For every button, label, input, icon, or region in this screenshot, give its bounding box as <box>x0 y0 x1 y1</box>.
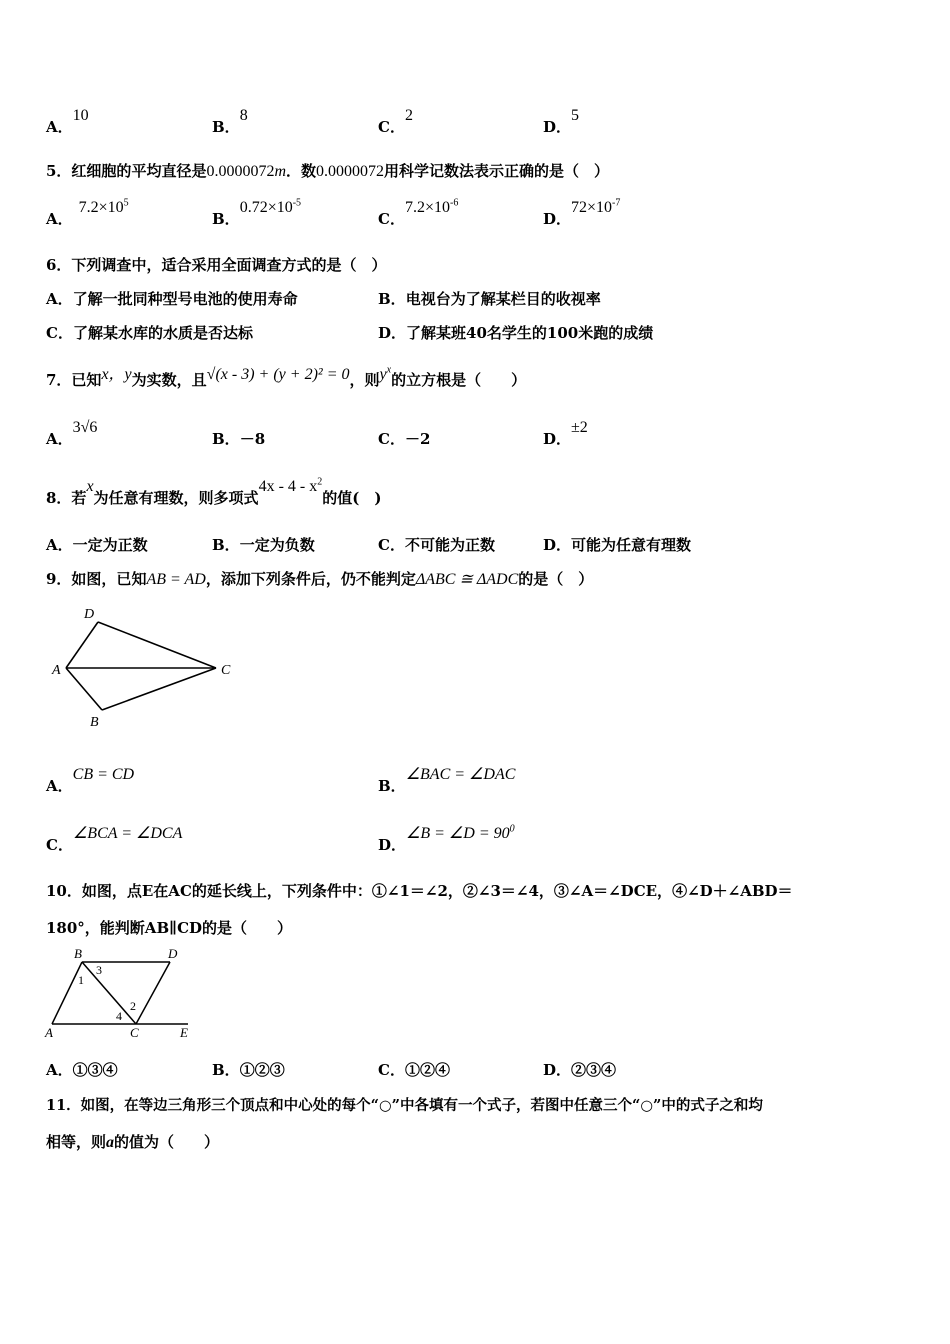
option-text: 了解某班40名学生的100米跑的成绩 <box>406 324 654 342</box>
q7-text-mid: 为实数，且 <box>131 371 207 389</box>
option-text: CB = CD <box>72 766 135 783</box>
q6-option-d <box>378 322 653 343</box>
option-text: ①②③ <box>239 1061 285 1079</box>
option-letter: B． <box>378 777 406 795</box>
q7-text-then: ，则 <box>349 371 380 389</box>
q5-number: 0.0000072 <box>206 163 275 180</box>
option-letter: C． <box>378 210 405 228</box>
q7-equation: √(x - 3) + (y + 2)² = 0 <box>206 366 350 383</box>
q7-option-c <box>378 428 430 449</box>
option-value: 5 <box>571 107 580 124</box>
q7-vars: x，y <box>101 366 132 383</box>
option-exponent: 0 <box>509 823 515 835</box>
option-letter: C． <box>46 836 73 854</box>
option-letter: C． <box>378 536 405 554</box>
q4-option-c <box>378 107 413 137</box>
option-exponent: 5 <box>123 197 129 209</box>
q9-question <box>46 568 906 589</box>
q8-option-a <box>46 534 148 555</box>
q8-question <box>46 476 906 508</box>
option-text: 了解一批同种型号电池的使用寿命 <box>72 290 298 308</box>
q9-option-d <box>378 823 515 855</box>
q11-var: a <box>106 1134 115 1151</box>
option-base: 7.2×10 <box>404 199 450 216</box>
q5-text-pre: 5．红细胞的平均直径是 <box>46 162 207 180</box>
q10-option-a <box>46 1059 118 1080</box>
q8-polynomial: 4x - 4 - x <box>258 478 318 495</box>
option-letter: B． <box>378 290 406 308</box>
option-letter: B． <box>212 1061 240 1079</box>
q8-polynomial-exponent: 2 <box>317 476 323 488</box>
segment-ab <box>52 962 82 1024</box>
option-base: 72×10 <box>571 199 613 216</box>
option-text: 3√6 <box>72 419 98 436</box>
option-letter: D． <box>378 836 407 854</box>
option-text: －2 <box>404 430 431 448</box>
option-text: 不可能为正数 <box>404 536 495 554</box>
q9-claim: ΔABC ≅ ΔADC <box>415 571 519 588</box>
segment-dc <box>136 962 170 1024</box>
option-base: 7.2×10 <box>78 199 124 216</box>
label-d: D <box>168 946 178 961</box>
option-letter: D． <box>378 324 407 342</box>
option-text: ∠BCA = ∠DCA <box>72 825 183 842</box>
q4-option-a <box>46 107 89 137</box>
option-exponent: -5 <box>292 197 302 209</box>
segment-ab <box>66 668 102 710</box>
option-letter: C． <box>378 118 405 136</box>
label-b: B <box>90 715 99 730</box>
label-a: A <box>45 1025 53 1040</box>
label-a: A <box>52 663 61 678</box>
q7-text-post: 的立方根是（ ） <box>391 371 527 389</box>
option-letter: B． <box>212 430 240 448</box>
q7-option-b <box>212 428 265 449</box>
option-text: ①②④ <box>404 1061 450 1079</box>
option-text: 了解某水库的水质是否达标 <box>72 324 253 342</box>
q8-option-d <box>543 534 691 555</box>
q9-text-pre: 9．如图，已知 <box>46 570 147 588</box>
option-letter: B． <box>212 118 240 136</box>
q5-number-2: 0.0000072 <box>316 163 385 180</box>
option-text: ∠B = ∠D = 90 <box>406 825 510 842</box>
option-text: 一定为负数 <box>239 536 315 554</box>
option-text: －8 <box>239 430 266 448</box>
q8-option-b <box>212 534 315 555</box>
q11-text-pre: 相等，则 <box>46 1133 107 1151</box>
q9-option-b <box>378 766 516 796</box>
q10-option-b <box>212 1059 285 1080</box>
option-value: 8 <box>239 107 248 124</box>
q8-text-mid: 为任意有理数，则多项式 <box>93 489 259 507</box>
option-letter: C． <box>378 430 405 448</box>
q11-text-post: 的值为（ ） <box>114 1133 220 1151</box>
option-letter: A． <box>46 777 73 795</box>
label-c: C <box>221 663 231 678</box>
q11-question-line-2 <box>46 1131 906 1152</box>
segment-ad <box>66 622 98 668</box>
q6-option-b <box>378 288 601 309</box>
q9-option-a <box>46 766 135 796</box>
option-exponent: -6 <box>449 197 459 209</box>
angle-label-1: 1 <box>78 973 84 987</box>
q11-question-line-1: 11．如图，在等边三角形三个顶点和中心处的每个“○”中各填有一个式子，若图中任意三个“○”中的式子之和均 <box>46 1097 763 1114</box>
q7-text-pre: 7．已知 <box>46 371 102 389</box>
q9-given: AB = AD <box>146 571 206 588</box>
q9-option-c <box>46 825 183 855</box>
option-letter: C． <box>46 324 73 342</box>
q5-unit: m <box>274 163 287 180</box>
option-letter: D． <box>543 1061 572 1079</box>
q10-figure <box>44 944 194 1040</box>
q6-question: 6．下列调查中，适合采用全面调查方式的是（ ） <box>46 256 387 274</box>
option-text: ①③④ <box>72 1061 118 1079</box>
option-text: 可能为任意有理数 <box>571 536 692 554</box>
q8-text-post: 的值( ) <box>322 489 382 507</box>
option-letter: D． <box>543 118 572 136</box>
option-letter: A． <box>46 1061 73 1079</box>
q5-text-post: 用科学记数法表示正确的是（ ） <box>384 162 610 180</box>
segment-bc <box>82 962 136 1024</box>
option-letter: C． <box>378 1061 405 1079</box>
option-value: 10 <box>72 107 89 124</box>
option-letter: B． <box>212 210 240 228</box>
option-letter: D． <box>543 210 572 228</box>
label-c: C <box>130 1025 139 1040</box>
option-text: 一定为正数 <box>72 536 148 554</box>
q7-power-exponent: x <box>386 364 392 376</box>
option-exponent: -7 <box>612 197 621 209</box>
option-text: ②③④ <box>571 1061 617 1079</box>
q10-option-d <box>543 1059 616 1080</box>
q9-figure <box>46 600 246 735</box>
label-b: B <box>74 946 82 961</box>
angle-label-2: 2 <box>130 999 136 1013</box>
q4-option-b <box>212 107 248 137</box>
q7-power-base: y <box>379 366 387 383</box>
option-text: ∠BAC = ∠DAC <box>405 766 516 783</box>
option-letter: A． <box>46 430 73 448</box>
q10-option-c <box>378 1059 450 1080</box>
q8-option-c <box>378 534 495 555</box>
option-letter: B． <box>212 536 240 554</box>
angle-label-3: 3 <box>96 963 102 977</box>
q7-option-d <box>543 419 588 449</box>
option-letter: A． <box>46 210 73 228</box>
angle-label-4: 4 <box>116 1009 122 1023</box>
label-d: D <box>84 607 95 622</box>
option-letter: D． <box>543 430 572 448</box>
option-text: 电视台为了解某栏目的收视率 <box>405 290 601 308</box>
label-e: E <box>180 1025 188 1040</box>
option-base: 0.72×10 <box>239 199 293 216</box>
option-value: 2 <box>404 107 413 124</box>
option-letter: D． <box>543 536 572 554</box>
segment-bc <box>102 668 216 710</box>
option-letter: A． <box>46 536 73 554</box>
q8-text-pre: 8．若 <box>46 489 87 507</box>
q5-text-mid: ．数 <box>286 162 317 180</box>
q9-text-post: 的是（ ） <box>518 570 594 588</box>
q4-option-d <box>543 107 580 137</box>
option-letter: A． <box>46 118 73 136</box>
segment-dc <box>98 622 216 668</box>
q5-question <box>46 160 906 181</box>
q10-question-line-1: 10．如图，点E在AC的延长线上，下列条件中：①∠1＝∠2，②∠3＝∠4，③∠A＝∠DCE，④∠D＋∠ABD＝ <box>46 882 793 900</box>
option-letter: A． <box>46 290 73 308</box>
q9-text-mid: ，添加下列条件后，仍不能判定 <box>205 570 416 588</box>
q6-option-c <box>46 322 253 343</box>
q7-option-a <box>46 419 98 449</box>
q8-var: x <box>86 478 94 495</box>
q7-question <box>46 364 906 390</box>
q6-option-a <box>46 288 298 309</box>
q10-question-line-2: 180°，能判断AB∥CD的是（ ） <box>46 919 293 937</box>
option-text: ±2 <box>571 419 588 436</box>
